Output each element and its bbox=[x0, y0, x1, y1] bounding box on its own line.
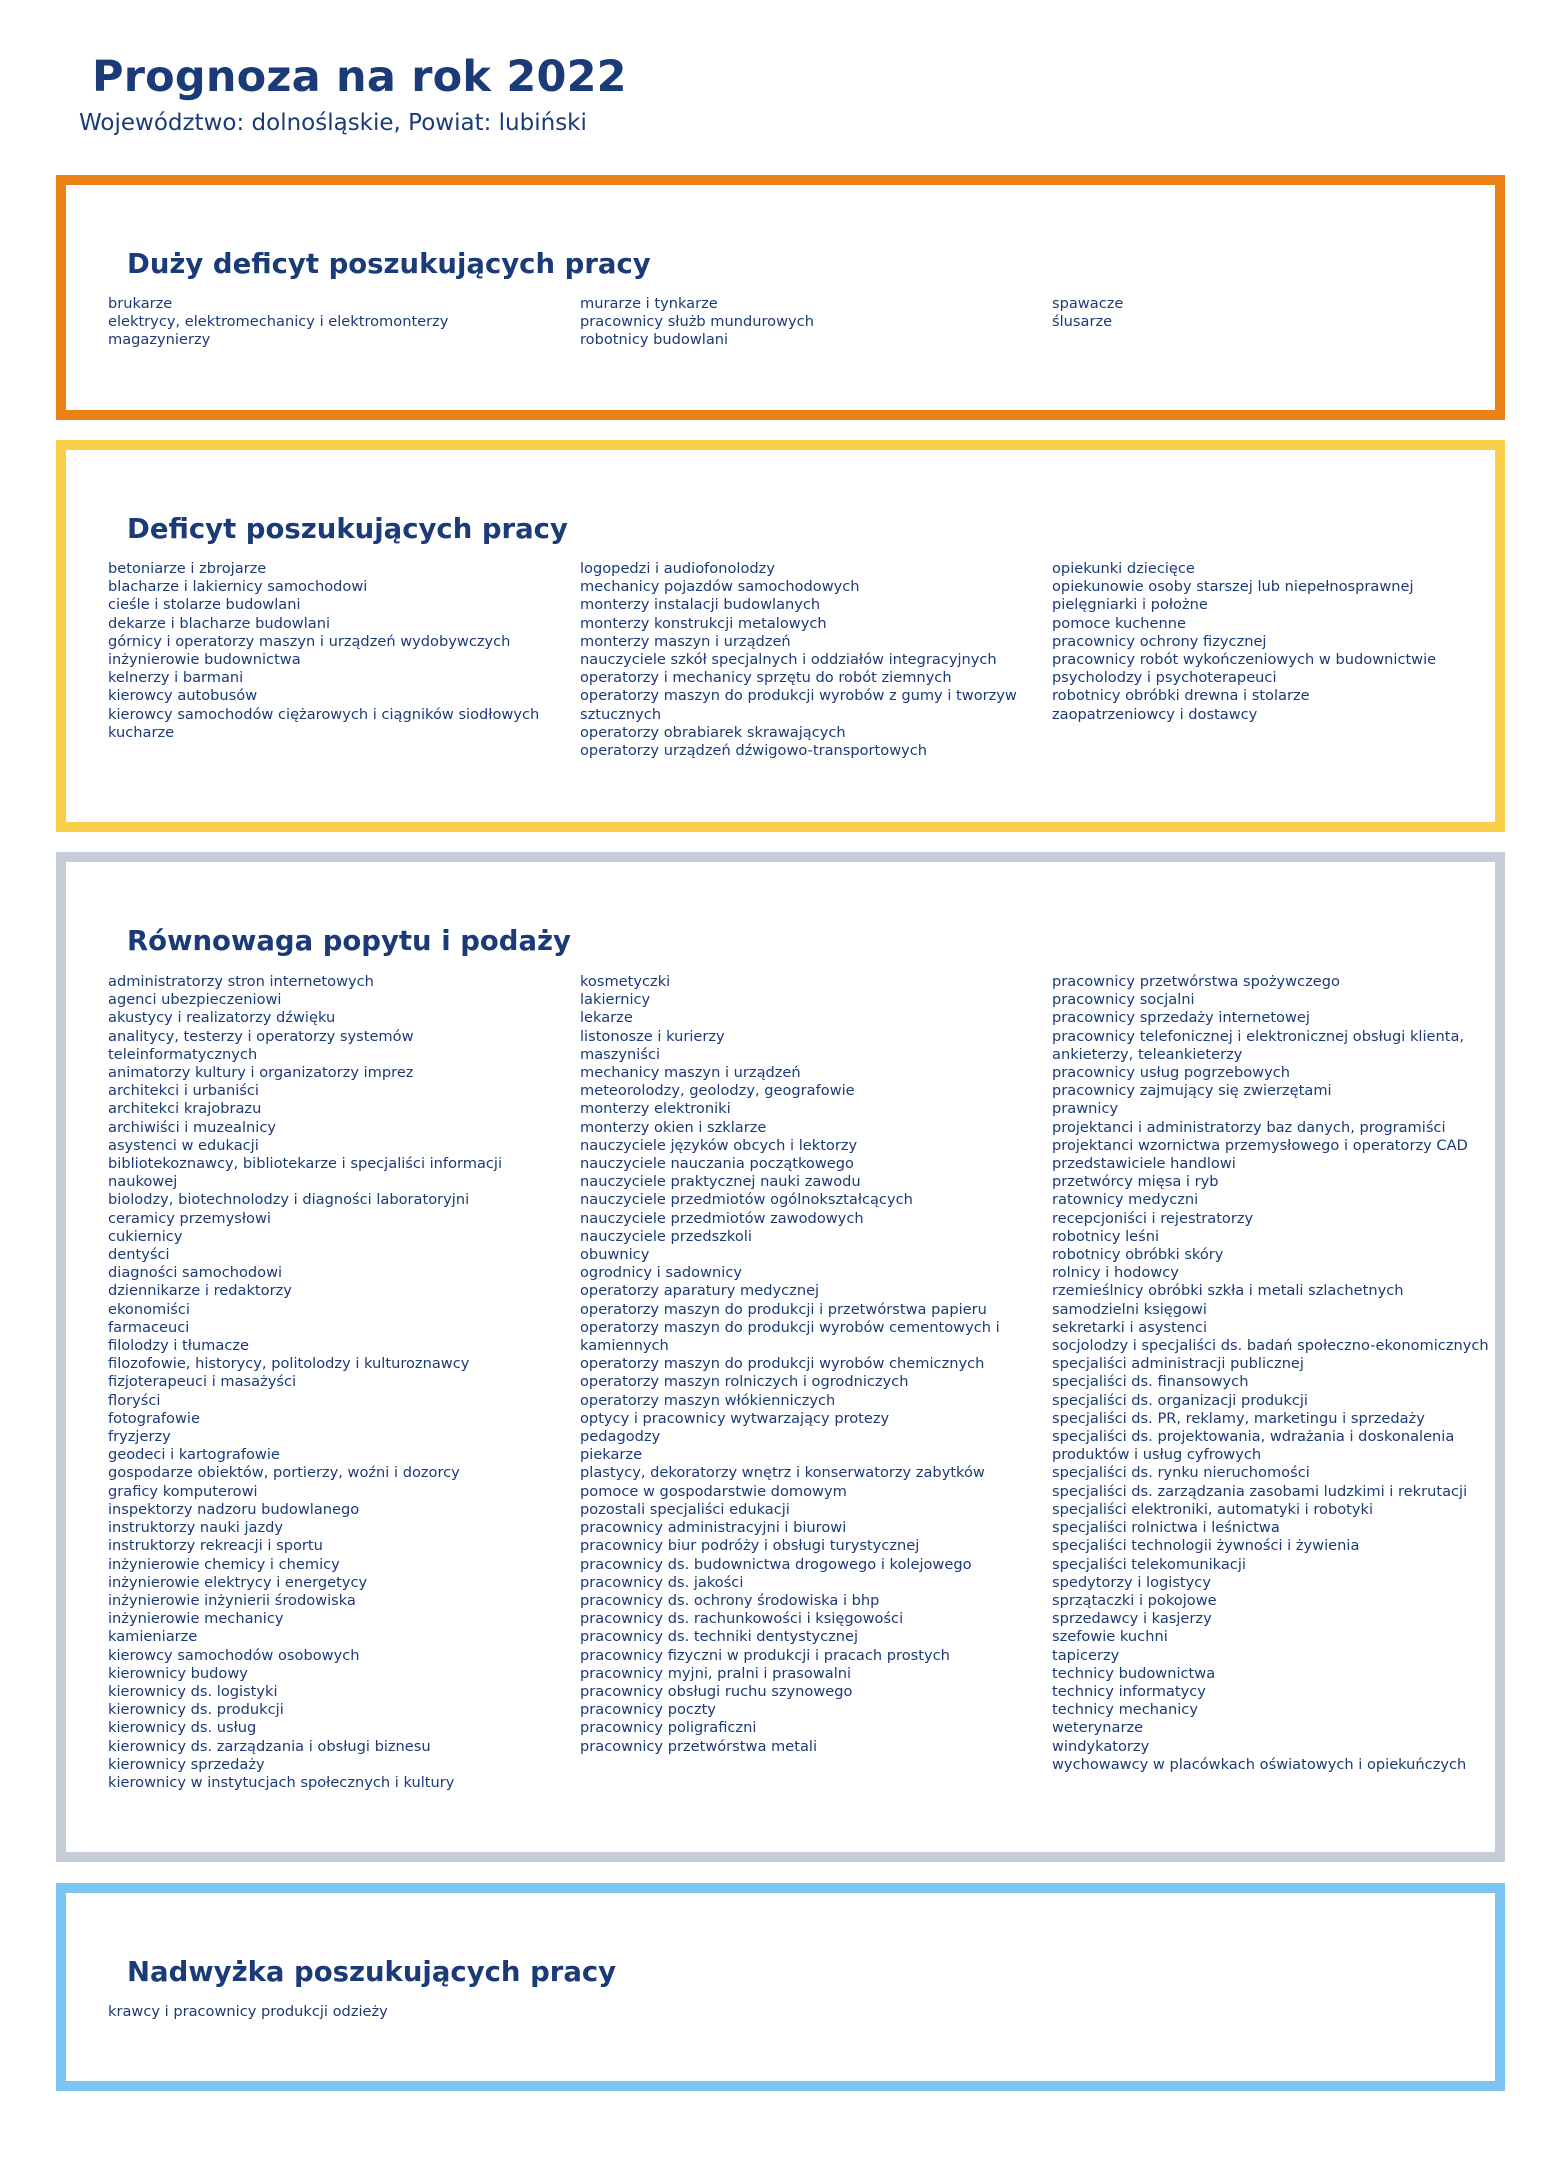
occupation-item: inżynierowie elektrycy i energetycy bbox=[108, 1573, 368, 1591]
occupation-item: operatorzy obrabiarek skrawających bbox=[580, 723, 846, 741]
occupation-item: kosmetyczki bbox=[580, 973, 671, 990]
occupation-item: kamieniarze bbox=[108, 1628, 198, 1646]
page-subtitle: Województwo: dolnośląskie, Powiat: lubiński bbox=[79, 110, 587, 136]
occupation-item: cieśle i stolarze budowlani bbox=[108, 596, 301, 614]
occupation-item: pracownicy ochrony fizycznej bbox=[1052, 632, 1267, 650]
occupation-item: prawnicy bbox=[1052, 1100, 1119, 1118]
occupation-item: specjaliści ds. projektowania, wdrażania i doskonalenia bbox=[1052, 1428, 1455, 1446]
occupation-item: pracownicy ds. jakości bbox=[580, 1573, 744, 1591]
occupation-item: specjaliści administracji publicznej bbox=[1052, 1355, 1304, 1373]
occupation-item: analitycy, testerzy i operatorzy systemów bbox=[108, 1027, 414, 1045]
occupation-list-col-2 bbox=[580, 973, 1045, 1756]
occupation-item: kelnerzy i barmani bbox=[108, 669, 244, 687]
occupation-item: pracownicy ds. rachunkowości i księgowości bbox=[580, 1610, 904, 1628]
occupation-item: fryzjerzy bbox=[108, 1428, 171, 1446]
occupation-item: produktów i usług cyfrowych bbox=[1052, 1446, 1262, 1464]
occupation-item: plastycy, dekoratorzy wnętrz i konserwatorzy zabytków bbox=[580, 1464, 985, 1482]
occupation-item: ratownicy medyczni bbox=[1052, 1191, 1199, 1209]
occupation-item: technicy informatycy bbox=[1052, 1682, 1206, 1700]
occupation-item: mechanicy maszyn i urządzeń bbox=[580, 1064, 801, 1082]
occupation-item: pracownicy poligraficzni bbox=[580, 1719, 757, 1737]
occupation-item: pracownicy ds. techniki dentystycznej bbox=[580, 1628, 859, 1646]
occupation-item: kierowcy autobusów bbox=[108, 687, 258, 705]
occupation-item: kucharze bbox=[108, 723, 175, 741]
occupation-item: pracownicy usług pogrzebowych bbox=[1052, 1064, 1290, 1082]
occupation-item: nauczyciele szkół specjalnych i oddziałów integracyjnych bbox=[580, 651, 997, 669]
occupation-item: pracownicy robót wykończeniowych w budownictwie bbox=[1052, 651, 1437, 669]
occupation-item: instruktorzy nauki jazdy bbox=[108, 1519, 284, 1537]
occupation-item: gospodarze obiektów, portierzy, woźni i dozorcy bbox=[108, 1464, 460, 1482]
occupation-item: pracownicy obsługi ruchu szynowego bbox=[580, 1682, 853, 1700]
occupation-item: teleinformatycznych bbox=[108, 1045, 258, 1063]
occupation-item: fotografowie bbox=[108, 1409, 200, 1427]
occupation-item: rolnicy i hodowcy bbox=[1052, 1264, 1179, 1282]
occupation-item: robotnicy obróbki skóry bbox=[1052, 1246, 1224, 1264]
section-nadwyzka bbox=[56, 1883, 1505, 2091]
occupation-item: betoniarze i zbrojarze bbox=[108, 560, 267, 577]
occupation-item: specjaliści ds. PR, reklamy, marketingu i sprzedaży bbox=[1052, 1409, 1425, 1427]
occupation-list-col-3 bbox=[1052, 973, 1492, 1774]
occupation-item: inżynierowie chemicy i chemicy bbox=[108, 1555, 340, 1573]
occupation-item: diagności samochodowi bbox=[108, 1264, 283, 1282]
occupation-item: pracownicy przetwórstwa spożywczego bbox=[1052, 973, 1340, 990]
occupation-item: nauczyciele przedmiotów zawodowych bbox=[580, 1209, 864, 1227]
occupation-item: operatorzy aparatury medycznej bbox=[580, 1282, 820, 1300]
occupation-item: inżynierowie inżynierii środowiska bbox=[108, 1591, 356, 1609]
occupation-item: monterzy okien i szklarze bbox=[580, 1118, 767, 1136]
occupation-item: instruktorzy rekreacji i sportu bbox=[108, 1537, 323, 1555]
occupation-item: szefowie kuchni bbox=[1052, 1628, 1168, 1646]
occupation-item: robotnicy leśni bbox=[1052, 1227, 1160, 1245]
section-title: Duży deficyt poszukujących pracy bbox=[127, 248, 651, 280]
occupation-item: recepcjoniści i rejestratorzy bbox=[1052, 1209, 1254, 1227]
occupation-list-col-1 bbox=[108, 560, 573, 742]
occupation-item: logopedzi i audiofonolodzy bbox=[580, 560, 775, 577]
occupation-item: pracownicy ds. budownictwa drogowego i kolejowego bbox=[580, 1555, 972, 1573]
occupation-item: lekarze bbox=[580, 1009, 633, 1027]
occupation-item: pomoce w gospodarstwie domowym bbox=[580, 1482, 847, 1500]
occupation-item: pozostali specjaliści edukacji bbox=[580, 1500, 790, 1518]
occupation-item: pracownicy sprzedaży internetowej bbox=[1052, 1009, 1310, 1027]
occupation-item: inspektorzy nadzoru budowlanego bbox=[108, 1500, 360, 1518]
occupation-item: archiwiści i muzealnicy bbox=[108, 1118, 277, 1136]
occupation-item: farmaceuci bbox=[108, 1318, 190, 1336]
occupation-item: nauczyciele języków obcych i lektorzy bbox=[580, 1136, 858, 1154]
occupation-item: pracownicy biur podróży i obsługi turystycznej bbox=[580, 1537, 920, 1555]
occupation-item: operatorzy maszyn do produkcji wyrobów chemicznych bbox=[580, 1355, 985, 1373]
occupation-item: technicy mechanicy bbox=[1052, 1701, 1198, 1719]
section-rownowaga bbox=[56, 852, 1505, 1862]
occupation-item: specjaliści ds. organizacji produkcji bbox=[1052, 1391, 1308, 1409]
occupation-item: animatorzy kultury i organizatorzy imprez bbox=[108, 1064, 414, 1082]
occupation-item: przetwórcy mięsa i ryb bbox=[1052, 1173, 1219, 1191]
occupation-list-col-2 bbox=[580, 295, 1045, 350]
occupation-item: kierownicy ds. logistyki bbox=[108, 1682, 278, 1700]
occupation-item: monterzy instalacji budowlanych bbox=[580, 596, 821, 614]
occupation-item: ogrodnicy i sadownicy bbox=[580, 1264, 742, 1282]
occupation-item: nauczyciele nauczania początkowego bbox=[580, 1155, 854, 1173]
occupation-item: technicy budownictwa bbox=[1052, 1664, 1216, 1682]
occupation-item: kierowcy samochodów ciężarowych i ciągników siodłowych bbox=[108, 705, 540, 723]
occupation-item: pracownicy poczty bbox=[580, 1701, 716, 1719]
occupation-item: bibliotekoznawcy, bibliotekarze i specjaliści informacji bbox=[108, 1155, 503, 1173]
occupation-item: graficy komputerowi bbox=[108, 1482, 258, 1500]
occupation-item: pracownicy zajmujący się zwierzętami bbox=[1052, 1082, 1332, 1100]
occupation-item: socjolodzy i specjaliści ds. badań społeczno-ekonomicznych bbox=[1052, 1337, 1489, 1355]
occupation-item: pracownicy przetwórstwa metali bbox=[580, 1737, 817, 1755]
occupation-list-col-3 bbox=[1052, 560, 1492, 724]
occupation-item: architekci i urbaniści bbox=[108, 1082, 259, 1100]
occupation-item: tapicerzy bbox=[1052, 1646, 1120, 1664]
occupation-item: wychowawcy w placówkach oświatowych i opiekuńczych bbox=[1052, 1755, 1467, 1773]
occupation-item: fizjoterapeuci i masażyści bbox=[108, 1373, 297, 1391]
occupation-item: specjaliści rolnictwa i leśnictwa bbox=[1052, 1519, 1280, 1537]
occupation-item: dentyści bbox=[108, 1246, 170, 1264]
occupation-list-col-1 bbox=[108, 2003, 573, 2021]
section-duzy-deficyt bbox=[56, 175, 1505, 420]
occupation-item: filozofowie, historycy, politolodzy i kulturoznawcy bbox=[108, 1355, 470, 1373]
occupation-item: ankieterzy, teleankieterzy bbox=[1052, 1045, 1243, 1063]
occupation-item: obuwnicy bbox=[580, 1246, 650, 1264]
occupation-item: specjaliści elektroniki, automatyki i robotyki bbox=[1052, 1500, 1374, 1518]
occupation-item: specjaliści technologii żywności i żywienia bbox=[1052, 1537, 1360, 1555]
occupation-item: administratorzy stron internetowych bbox=[108, 973, 374, 990]
occupation-item: inżynierowie budownictwa bbox=[108, 651, 301, 669]
occupation-item: murarze i tynkarze bbox=[580, 295, 718, 312]
occupation-list-col-1 bbox=[108, 295, 573, 350]
occupation-item: operatorzy maszyn do produkcji wyrobów cementowych i bbox=[580, 1318, 1000, 1336]
occupation-item: sekretarki i asystenci bbox=[1052, 1318, 1208, 1336]
occupation-item: psycholodzy i psychoterapeuci bbox=[1052, 669, 1277, 687]
occupation-item: inżynierowie mechanicy bbox=[108, 1610, 284, 1628]
occupation-item: nauczyciele przedszkoli bbox=[580, 1227, 752, 1245]
occupation-item: pomoce kuchenne bbox=[1052, 614, 1186, 632]
occupation-item: nauczyciele przedmiotów ogólnokształcących bbox=[580, 1191, 913, 1209]
occupation-item: samodzielni księgowi bbox=[1052, 1300, 1207, 1318]
occupation-item: kierownicy w instytucjach społecznych i kultury bbox=[108, 1773, 455, 1791]
occupation-item: operatorzy maszyn rolniczych i ogrodniczych bbox=[580, 1373, 909, 1391]
occupation-item: windykatorzy bbox=[1052, 1737, 1150, 1755]
occupation-list-col-3 bbox=[1052, 295, 1492, 331]
occupation-item: opiekunowie osoby starszej lub niepełnosprawnej bbox=[1052, 578, 1414, 596]
occupation-item: listonosze i kurierzy bbox=[580, 1027, 725, 1045]
section-title: Nadwyżka poszukujących pracy bbox=[127, 1956, 617, 1988]
occupation-item: architekci krajobrazu bbox=[108, 1100, 262, 1118]
occupation-item: meteorolodzy, geolodzy, geografowie bbox=[580, 1082, 855, 1100]
occupation-item: blacharze i lakiernicy samochodowi bbox=[108, 578, 368, 596]
occupation-item: kierownicy budowy bbox=[108, 1664, 248, 1682]
occupation-item: pracownicy socjalni bbox=[1052, 991, 1195, 1009]
occupation-item: górnicy i operatorzy maszyn i urządzeń wydobywczych bbox=[108, 632, 511, 650]
section-title: Deficyt poszukujących pracy bbox=[127, 513, 568, 545]
occupation-item: sprzedawcy i kasjerzy bbox=[1052, 1610, 1212, 1628]
occupation-item: agenci ubezpieczeniowi bbox=[108, 991, 282, 1009]
occupation-item: weterynarze bbox=[1052, 1719, 1144, 1737]
occupation-item: monterzy maszyn i urządzeń bbox=[580, 632, 791, 650]
occupation-item: mechanicy pojazdów samochodowych bbox=[580, 578, 860, 596]
occupation-item: spawacze bbox=[1052, 295, 1124, 312]
occupation-item: optycy i pracownicy wytwarzający protezy bbox=[580, 1409, 890, 1427]
occupation-item: sprzątaczki i pokojowe bbox=[1052, 1591, 1217, 1609]
occupation-item: elektrycy, elektromechanicy i elektromonterzy bbox=[108, 313, 449, 331]
occupation-item: kierownicy ds. zarządzania i obsługi biznesu bbox=[108, 1737, 431, 1755]
occupation-list-col-1 bbox=[108, 973, 573, 1792]
occupation-item: pracownicy telefonicznej i elektronicznej obsługi klienta, bbox=[1052, 1027, 1465, 1045]
occupation-item: naukowej bbox=[108, 1173, 178, 1191]
occupation-item: rzemieślnicy obróbki szkła i metali szlachetnych bbox=[1052, 1282, 1404, 1300]
occupation-item: ceramicy przemysłowi bbox=[108, 1209, 271, 1227]
occupation-item: magazynierzy bbox=[108, 331, 211, 349]
occupation-item: nauczyciele praktycznej nauki zawodu bbox=[580, 1173, 861, 1191]
occupation-list-col-2 bbox=[580, 560, 1045, 760]
occupation-item: brukarze bbox=[108, 295, 173, 312]
occupation-item: operatorzy maszyn do produkcji i przetwórstwa papieru bbox=[580, 1300, 987, 1318]
occupation-item: biolodzy, biotechnolodzy i diagności laboratoryjni bbox=[108, 1191, 470, 1209]
occupation-item: piekarze bbox=[580, 1446, 643, 1464]
occupation-item: operatorzy i mechanicy sprzętu do robót ziemnych bbox=[580, 669, 952, 687]
occupation-item: kamiennych bbox=[580, 1337, 669, 1355]
occupation-item: opiekunki dziecięce bbox=[1052, 560, 1195, 577]
occupation-item: specjaliści ds. rynku nieruchomości bbox=[1052, 1464, 1310, 1482]
occupation-item: sztucznych bbox=[580, 705, 662, 723]
occupation-item: specjaliści ds. finansowych bbox=[1052, 1373, 1249, 1391]
occupation-item: kierownicy ds. usług bbox=[108, 1719, 257, 1737]
occupation-item: pracownicy służb mundurowych bbox=[580, 313, 814, 331]
occupation-item: monterzy elektroniki bbox=[580, 1100, 731, 1118]
occupation-item: maszyniści bbox=[580, 1045, 661, 1063]
occupation-item: kierownicy sprzedaży bbox=[108, 1755, 265, 1773]
occupation-item: kierownicy ds. produkcji bbox=[108, 1701, 284, 1719]
occupation-item: projektanci wzornictwa przemysłowego i operatorzy CAD bbox=[1052, 1136, 1468, 1154]
occupation-item: akustycy i realizatorzy dźwięku bbox=[108, 1009, 336, 1027]
section-title: Równowaga popytu i podaży bbox=[127, 925, 571, 957]
occupation-item: krawcy i pracownicy produkcji odzieży bbox=[108, 2003, 388, 2020]
occupation-item: asystenci w edukacji bbox=[108, 1136, 259, 1154]
occupation-item: dziennikarze i redaktorzy bbox=[108, 1282, 292, 1300]
occupation-item: pedagodzy bbox=[580, 1428, 661, 1446]
occupation-item: robotnicy obróbki drewna i stolarze bbox=[1052, 687, 1310, 705]
occupation-item: pielęgniarki i położne bbox=[1052, 596, 1208, 614]
occupation-item: zaopatrzeniowcy i dostawcy bbox=[1052, 705, 1258, 723]
occupation-item: specjaliści ds. zarządzania zasobami ludzkimi i rekrutacji bbox=[1052, 1482, 1468, 1500]
occupation-item: cukiernicy bbox=[108, 1227, 183, 1245]
section-deficyt bbox=[56, 440, 1505, 832]
occupation-item: kierowcy samochodów osobowych bbox=[108, 1646, 360, 1664]
occupation-item: dekarze i blacharze budowlani bbox=[108, 614, 331, 632]
occupation-item: lakiernicy bbox=[580, 991, 651, 1009]
occupation-item: floryści bbox=[108, 1391, 161, 1409]
occupation-item: pracownicy fizyczni w produkcji i pracach prostych bbox=[580, 1646, 950, 1664]
occupation-item: ekonomiści bbox=[108, 1300, 190, 1318]
occupation-item: pracownicy ds. ochrony środowiska i bhp bbox=[580, 1591, 880, 1609]
occupation-item: specjaliści telekomunikacji bbox=[1052, 1555, 1246, 1573]
occupation-item: spedytorzy i logistycy bbox=[1052, 1573, 1211, 1591]
occupation-item: robotnicy budowlani bbox=[580, 331, 729, 349]
page-title: Prognoza na rok 2022 bbox=[92, 52, 627, 102]
occupation-item: operatorzy maszyn do produkcji wyrobów z gumy i tworzyw bbox=[580, 687, 1017, 705]
occupation-item: pracownicy administracyjni i biurowi bbox=[580, 1519, 847, 1537]
occupation-item: przedstawiciele handlowi bbox=[1052, 1155, 1236, 1173]
occupation-item: ślusarze bbox=[1052, 313, 1113, 331]
occupation-item: geodeci i kartografowie bbox=[108, 1446, 280, 1464]
occupation-item: pracownicy myjni, pralni i prasowalni bbox=[580, 1664, 852, 1682]
occupation-item: filolodzy i tłumacze bbox=[108, 1337, 249, 1355]
occupation-item: operatorzy urządzeń dźwigowo-transportowych bbox=[580, 742, 928, 760]
occupation-item: operatorzy maszyn włókienniczych bbox=[580, 1391, 836, 1409]
occupation-item: projektanci i administratorzy baz danych, programiści bbox=[1052, 1118, 1446, 1136]
occupation-item: monterzy konstrukcji metalowych bbox=[580, 614, 827, 632]
